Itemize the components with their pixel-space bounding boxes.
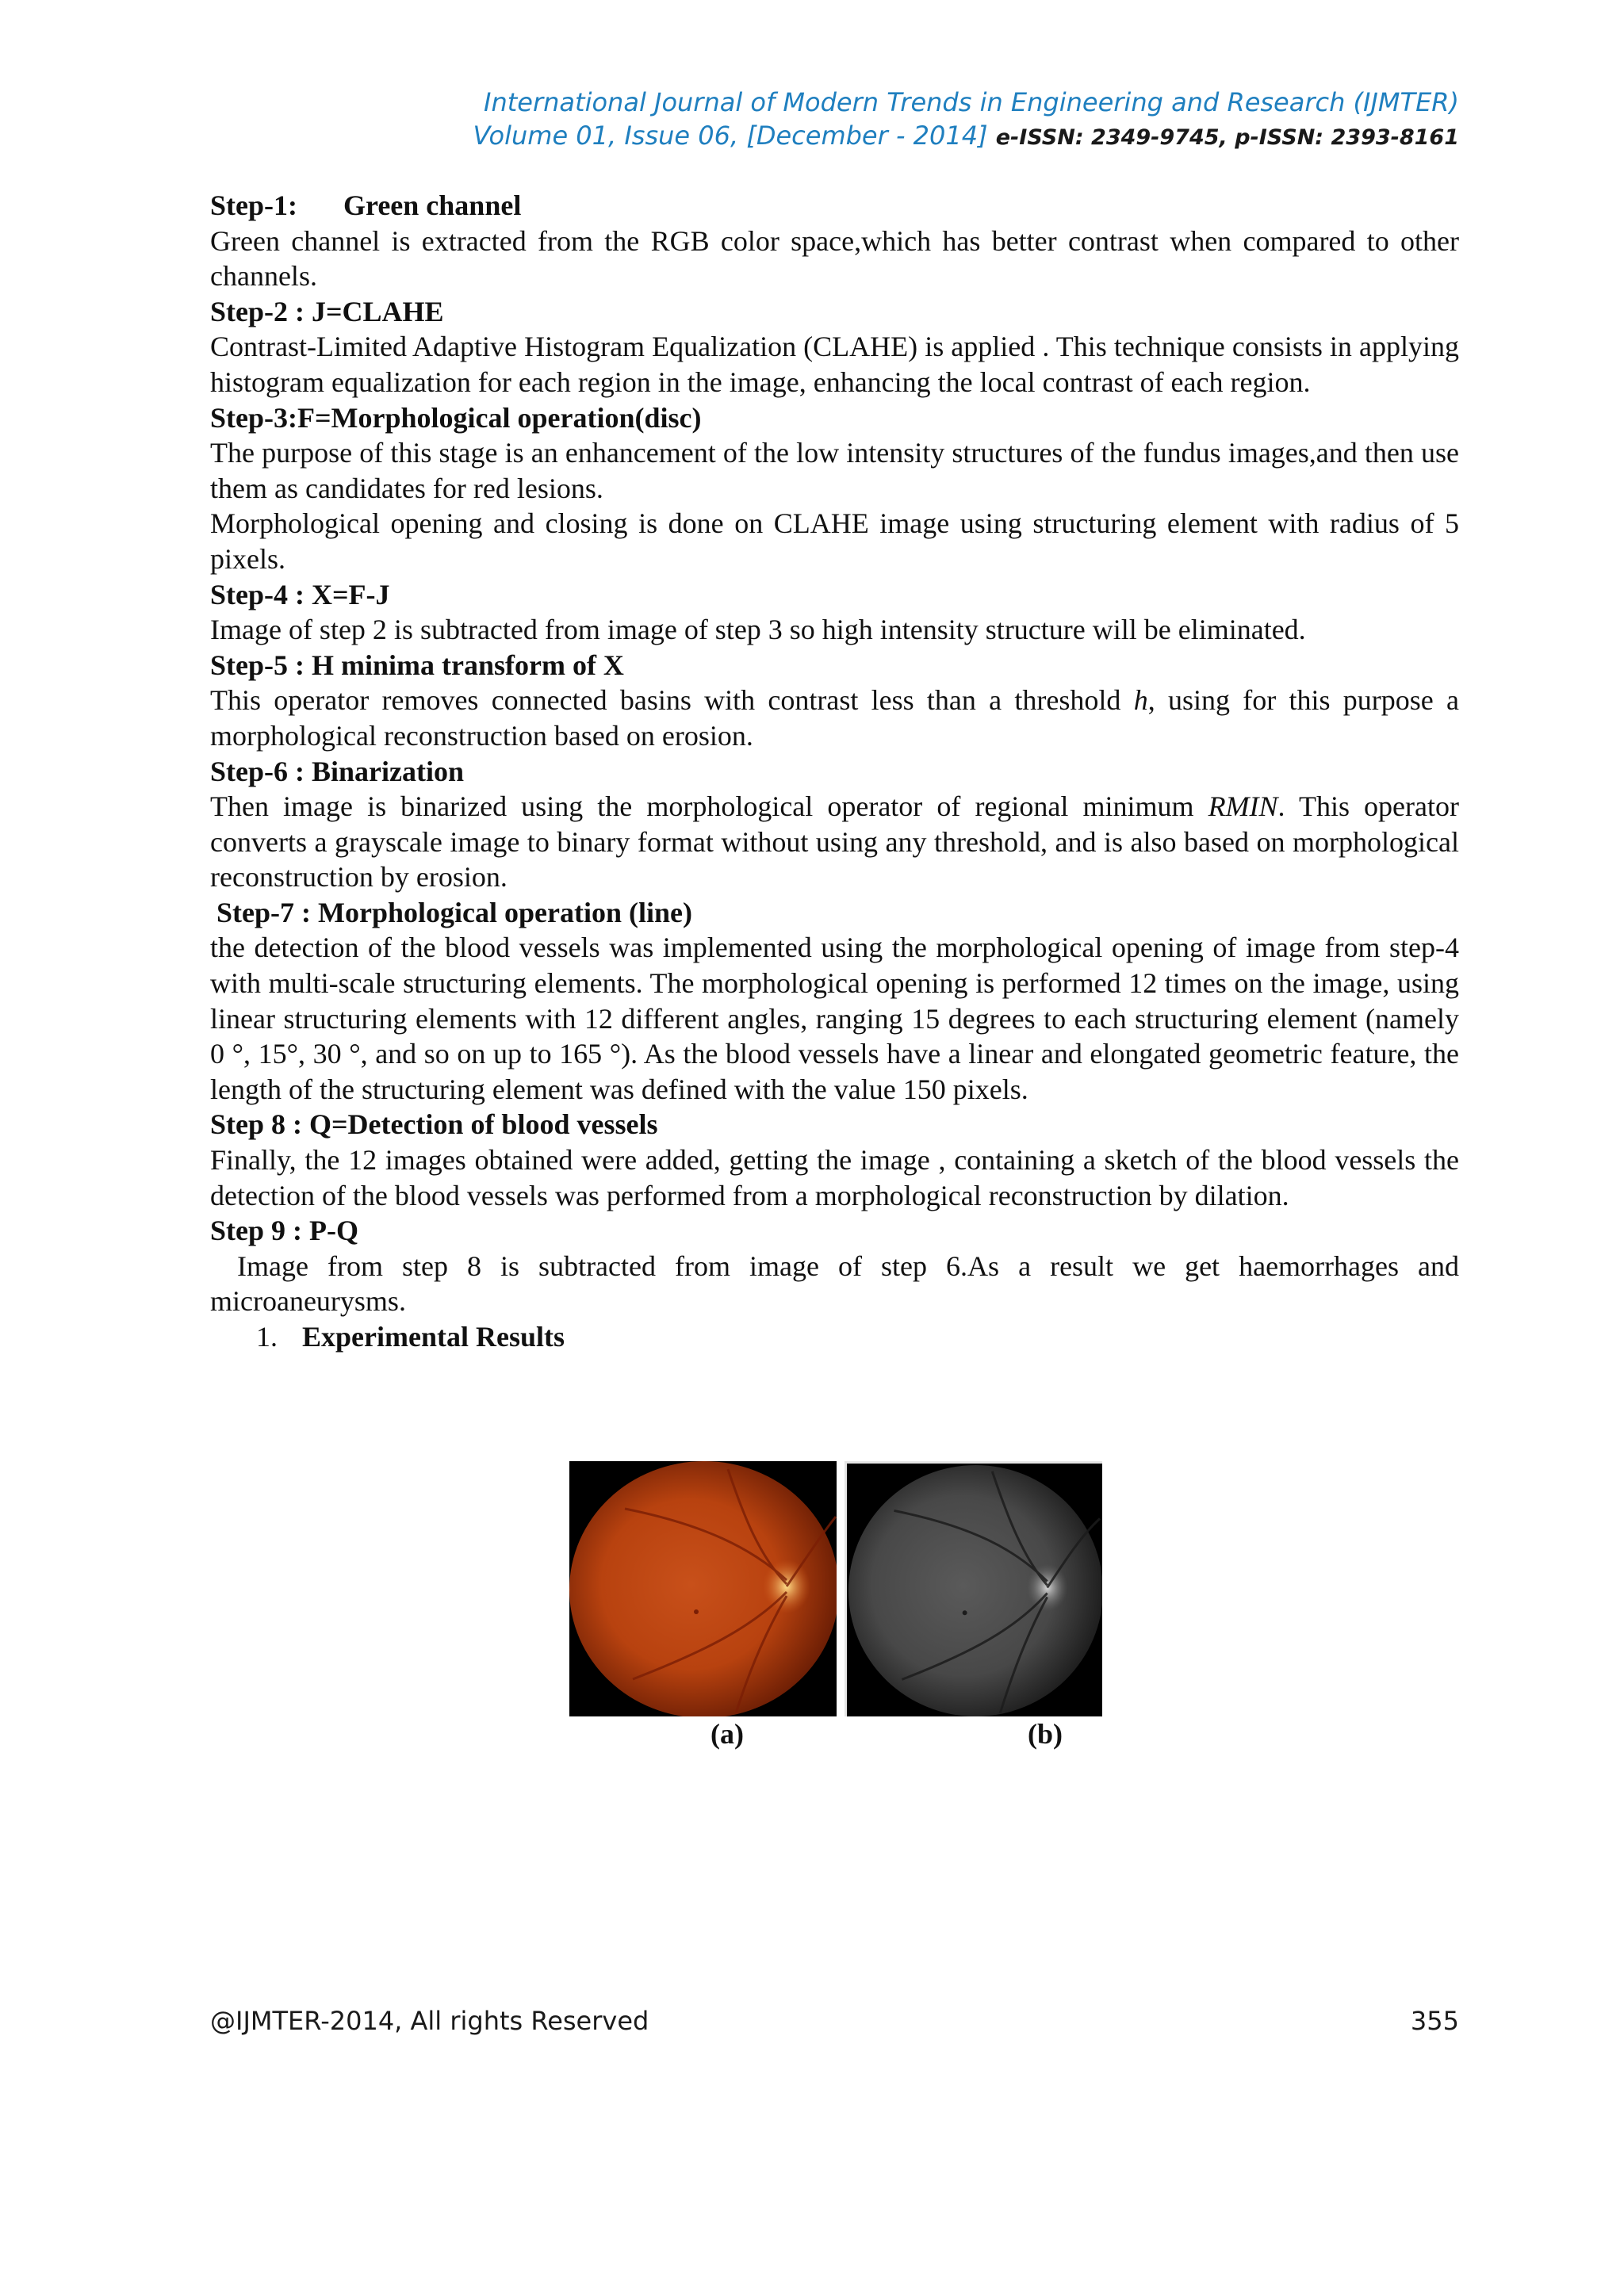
section-number: 1. <box>256 1321 278 1353</box>
figure-a-caption: (a) <box>710 1718 744 1750</box>
step-5-heading: Step-5 : H minima transform of X <box>210 649 624 681</box>
step-4-heading: Step-4 : X=F-J <box>210 578 390 610</box>
step-1-text: Green channel is extracted from the RGB color space,which has better contrast when compared to other channels. <box>210 224 1459 293</box>
journal-volume-line <box>473 119 1460 155</box>
figure-a-fundus-color <box>569 1461 837 1716</box>
step-3-text-b: Morphological opening and closing is done on CLAHE image using structuring element with radius of 5 pixels. <box>210 507 1459 575</box>
step-6-heading: Step-6 : Binarization <box>210 755 464 787</box>
step-9-text: Image from step 8 is subtracted from image of step 6.As a result we get haemorrhages and microaneurysms. <box>210 1249 1459 1318</box>
body-text <box>210 188 1459 1355</box>
step-3-heading: Step-3:F=Morphological operation(disc) <box>210 401 702 434</box>
step-1-label: Step-1: <box>210 189 297 221</box>
step-7-text: the detection of the blood vessels was implemented using the morphological opening of image from step-4 with multi-scale structuring elements. The morphological opening is performed 12 times on the image, using linear structuring elements with 12 different angles, ranging 15 degrees to each structuring element (namely 0 °, 15°, 30 °, and so on up to 165 °). As the blood vessels have a linear and elongated geometric feature, the length of the structuring element was defined with the value 150 pixels. <box>210 932 1459 1105</box>
step-6-text-post: . This operator converts a grayscale image to binary format without using any threshold, and is also based on morphological reconstruction by erosion. <box>210 790 1459 894</box>
fundus-color-image <box>569 1461 837 1716</box>
step-2-heading: Step-2 : J=CLAHE <box>210 295 444 327</box>
figure-b-green-channel <box>845 1461 1102 1716</box>
journal-title: International Journal of Modern Trends in Engineering and Research (IJMTER) <box>484 87 1459 117</box>
step-6-text <box>210 789 1459 895</box>
section-title: Experimental Results <box>302 1321 565 1353</box>
copyright-notice: @IJMTER-2014, All rights Reserved <box>210 2006 649 2036</box>
step-7-heading: Step-7 : Morphological operation (line) <box>216 896 692 928</box>
step-4-text: Image of step 2 is subtracted from image of step 3 so high intensity structure will be eliminated. <box>210 614 1306 646</box>
step-8-text: Finally, the 12 images obtained were added, getting the image , containing a sketch of the blood vessels the detection of the blood vessels was performed from a morphological reconstruction by dilation. <box>210 1144 1459 1211</box>
step-2-text: Contrast-Limited Adaptive Histogram Equalization (CLAHE) is applied . This technique consists in applying histogram equalization for each region in the image, enhancing the local contrast of each region. <box>210 331 1459 398</box>
step-5-text-pre: This operator removes connected basins with contrast less than a threshold <box>210 684 1134 717</box>
step-6-text-pre: Then image is binarized using the morphological operator of regional minimum <box>210 790 1208 823</box>
threshold-symbol: h <box>1133 684 1148 717</box>
step-8-heading: Step 8 : Q=Detection of blood vessels <box>210 1108 658 1141</box>
step-1-title: Green channel <box>343 189 522 221</box>
step-1-heading <box>210 188 1459 224</box>
journal-header <box>473 86 1460 155</box>
step-9-heading: Step 9 : P-Q <box>210 1215 358 1247</box>
section-heading <box>210 1319 1459 1355</box>
figure-b-caption: (b) <box>1028 1718 1063 1750</box>
green-channel-image <box>847 1464 1102 1716</box>
journal-issn: e-ISSN: 2349-9745, p-ISSN: 2393-8161 <box>995 125 1459 150</box>
step-5-text-post: , using for this purpose a morphological reconstruction based on erosion. <box>210 684 1459 752</box>
rmin-term: RMIN <box>1208 790 1278 823</box>
journal-volume: Volume 01, Issue 06, [December - 2014] <box>473 121 988 151</box>
step-3-text-a: The purpose of this stage is an enhancement of the low intensity structures of the fundus images,and then use them as candidates for red lesions. <box>210 437 1459 504</box>
page-number: 355 <box>1410 2006 1459 2036</box>
step-5-text <box>210 683 1459 753</box>
